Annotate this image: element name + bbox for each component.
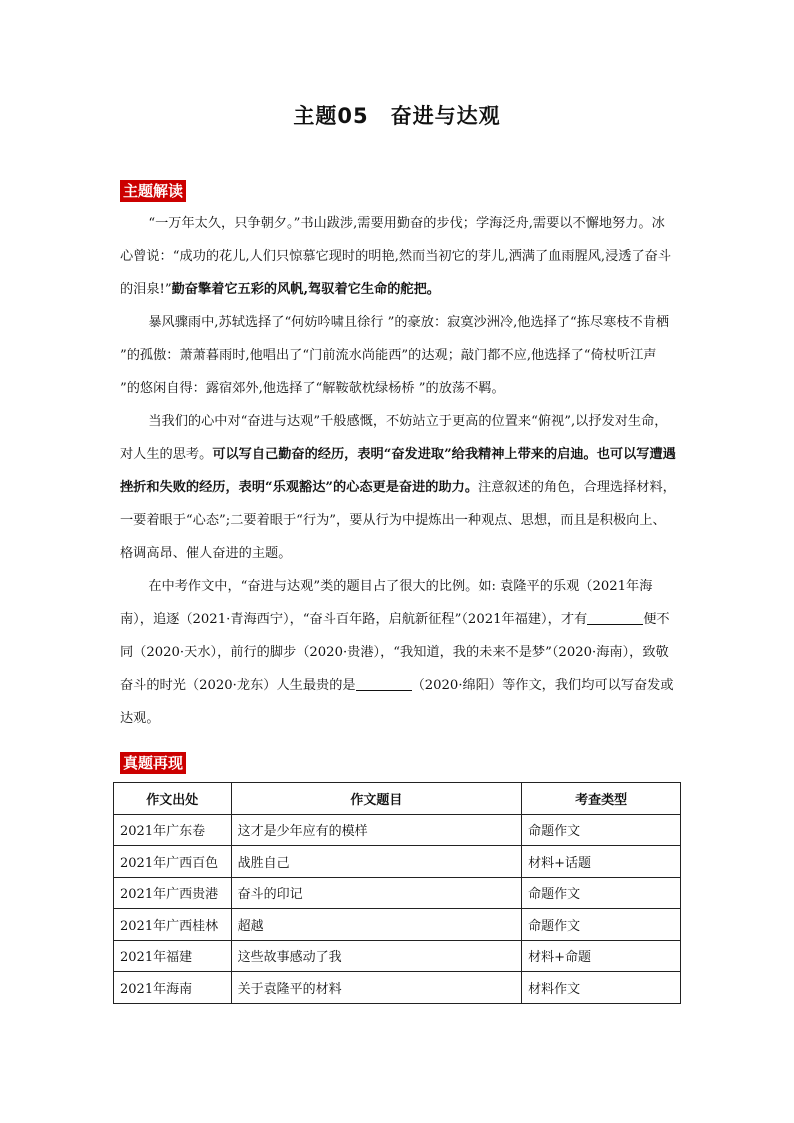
cell-source: 2021年广西百色 <box>114 846 232 878</box>
table-row <box>114 972 681 1004</box>
header-source: 作文出处 <box>114 783 232 815</box>
header-topic: 作文题目 <box>231 783 522 815</box>
table-row <box>114 909 681 941</box>
exam-topics-table <box>113 782 681 1004</box>
cell-type: 命题作文 <box>522 877 681 909</box>
intro-p4-tail: （2020·绵阳）等作文，我们均可以写奋发或达观。 <box>120 678 674 726</box>
cell-topic: 奋斗的印记 <box>231 877 522 909</box>
intro-p3-tail: 注意叙述的角色，合理选择材料，一要着眼于“心态”;二要着眼于“行为”，要从行为中提炼出一种观点、思想，而且是积极向上、格调高昂、催人奋进的主题。 <box>120 480 676 561</box>
intro-p4-middle: 便不同（2020·天水），前行的脚步（2020·贵港），“我知道，我的未来不是梦”（2020·海南），致敬奋斗的时光（2020·龙东）人生最贵的是 <box>120 612 670 693</box>
cell-topic: 这才是少年应有的模样 <box>231 814 522 846</box>
intro-paragraph-3 <box>120 405 676 570</box>
cell-topic: 战胜自己 <box>231 846 522 878</box>
table-row <box>114 940 681 972</box>
cell-type: 命题作文 <box>522 814 681 846</box>
cell-topic: 超越 <box>231 909 522 941</box>
intro-paragraph-2: 暴风骤雨中,苏轼选择了“何妨吟啸且徐行 ”的豪放：寂寞沙洲冷,他选择了“拣尽寒枝不肯栖 ”的孤傲：萧萧暮雨时,他唱出了“门前流水尚能西”的达观；敲门都不应,他选择了“倚杖听江声 ”的悠闲自得：露宿郊外,他选择了“解鞍欹枕绿杨桥 ”的放荡不羁。 <box>120 315 670 396</box>
cell-source: 2021年广东卷 <box>114 814 232 846</box>
page-title: 主题05 奋进与达观 <box>293 104 501 128</box>
cell-topic: 这些故事感动了我 <box>231 940 522 972</box>
intro-p1-bold: 勤奋擎着它五彩的风帆,驾驭着它生命的舵把。 <box>171 282 440 297</box>
intro-paragraph-1 <box>120 207 676 306</box>
intro-body <box>120 207 676 735</box>
table-row <box>114 846 681 878</box>
cell-source: 2021年广西贵港 <box>114 877 232 909</box>
fill-blank-2 <box>356 677 412 691</box>
section-tag-past-exams: 真题再现 <box>120 752 186 774</box>
table-row <box>114 877 681 909</box>
cell-type: 材料+话题 <box>522 846 681 878</box>
section-tag-interpretation: 主题解读 <box>120 180 186 202</box>
intro-p3-text: 当我们的心中对“奋进与达观”千般感慨，不妨站立于更高的位置来“俯视”,以抒发对生命，对人生的思考。 <box>120 414 668 462</box>
intro-p3-bold: 可以写自己勤奋的经历，表明“奋发进取”给我精神上带来的启迪。也可以写遭遇挫折和失败的经历，表明“乐观豁达”的心态更是奋进的助力。 <box>120 447 676 495</box>
cell-source: 2021年广西桂林 <box>114 909 232 941</box>
cell-type: 材料+命题 <box>522 940 681 972</box>
intro-p4-text: 在中考作文中，“奋进与达观”类的题目占了很大的比例。如: 袁隆平的乐观（2021年海南），追逐（2021·青海西宁），“奋斗百年路，启航新征程”（2021年福建），才有 <box>120 579 653 627</box>
cell-source: 2021年福建 <box>114 940 232 972</box>
cell-source: 2021年海南 <box>114 972 232 1004</box>
intro-p1-text: “一万年太久，只争朝夕。”书山跋涉,需要用勤奋的步伐；学海泛舟,需要以不懈地努力。冰心曾说：“成功的花儿,人们只惊慕它现时的明艳,然而当初它的芽儿,洒满了血雨腥风,浸透了奋斗的泪泉!” <box>120 216 672 297</box>
table-header-row <box>114 783 681 815</box>
cell-type: 材料作文 <box>522 972 681 1004</box>
intro-paragraph-4 <box>120 570 676 735</box>
cell-type: 命题作文 <box>522 909 681 941</box>
table-row <box>114 814 681 846</box>
fill-blank-1 <box>587 611 643 625</box>
cell-topic: 关于袁隆平的材料 <box>231 972 522 1004</box>
header-type: 考查类型 <box>522 783 681 815</box>
